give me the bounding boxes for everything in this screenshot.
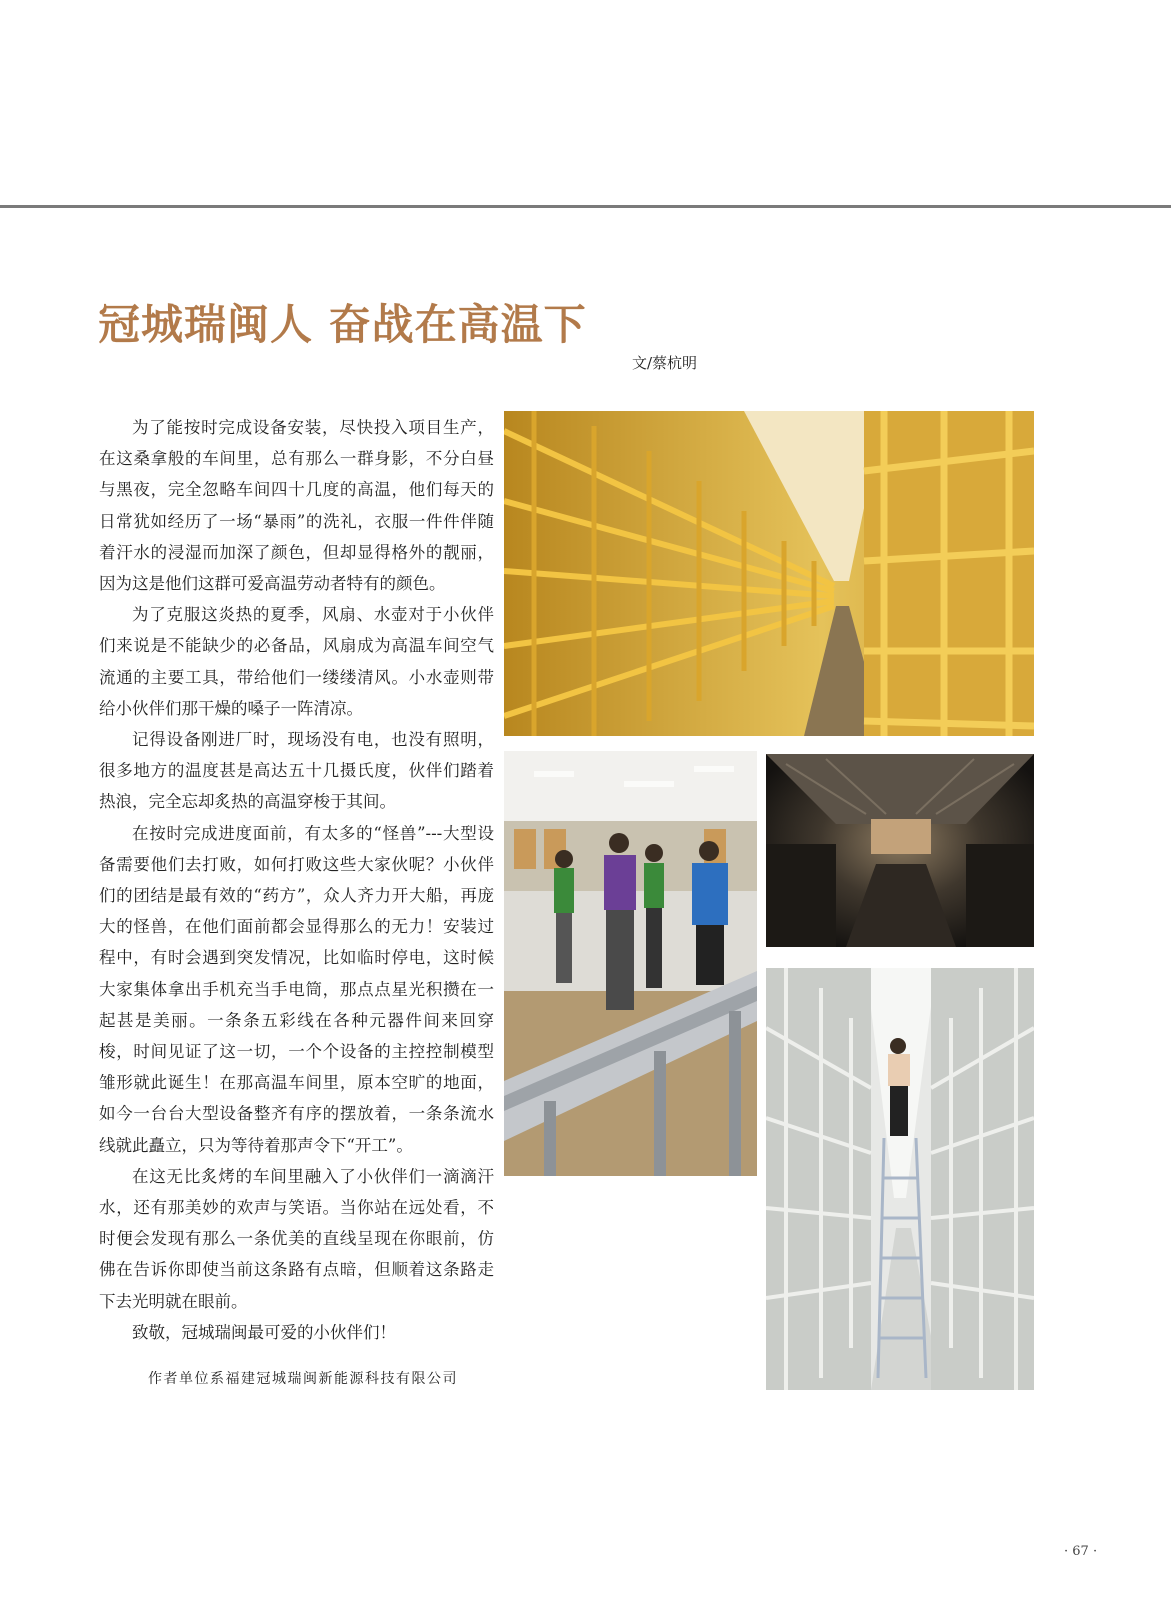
author-affiliation: 作者单位系福建冠城瑞闽新能源科技有限公司 (148, 1371, 458, 1387)
article-paragraph: 为了能按时完成设备安装，尽快投入项目生产，在这桑拿般的车间里，总有那么一群身影，不分白昼与黑夜，完全忽略车间四十几度的高温，他们每天的日常犹如经历了一场“暴雨”的洗礼，衣服一件件伴随着汗水的浸湿而加深了颜色，但却显得格外的靓丽，因为这是他们这群可爱高温劳动者特有的颜色。 (99, 418, 494, 594)
article-title: 冠城瑞闽人 奋战在高温下 (98, 300, 587, 349)
article-paragraph: 为了克服这炎热的夏季，风扇、水壶对于小伙伴们来说是不能缺少的必备品，风扇成为高温车间空气流通的主要工具，带给他们一缕缕清风。小水壶则带给小伙伴们那干燥的嗓子一阵清凉。 (99, 605, 494, 718)
yellow-rack-photo (504, 411, 1034, 736)
white-rack-ladder-photo (766, 968, 1034, 1390)
article-paragraph: 在这无比炙烤的车间里融入了小伙伴们一滴滴汗水，还有那美妙的欢声与笑语。当你站在远处看，不时便会发现有那么一条优美的直线呈现在你眼前，仿佛在告诉你即使当前这条路有点暗，但顺着这条路走下去光明就在眼前。 (99, 1166, 494, 1311)
header-rule (0, 205, 1171, 208)
article-body (99, 412, 494, 1348)
article-paragraph: 记得设备刚进厂时，现场没有电，也没有照明，很多地方的温度甚是高达五十几摄氏度，伙伴们踏着热浪，完全忘却炙热的高温穿梭于其间。 (99, 730, 494, 812)
article-paragraph: 在按时完成进度面前，有太多的“怪兽”---大型设备需要他们去打败，如何打败这些大家伙呢？小伙伴们的团结是最有效的“药方”，众人齐力开大船，再庞大的怪兽，在他们面前都会显得那么的无力！安装过程中，有时会遇到突发情况，比如临时停电，这时候大家集体拿出手机充当手电筒，那点点星光积攒在一起甚是美丽。一条条五彩线在各种元器件间来回穿梭，时间见证了这一切，一个个设备的主控控制模型雏形就此诞生！在那高温车间里，原本空旷的地面，如今一台台大型设备整齐有序的摆放着，一条条流水线就此矗立，只为等待着那声令下“开工”。 (99, 823, 494, 1155)
workers-conveyor-photo (504, 751, 757, 1176)
page-number: · 67 · (1064, 1544, 1098, 1559)
dark-workshop-photo (766, 754, 1034, 947)
article-paragraph: 致敬，冠城瑞闽最可爱的小伙伴们！ (132, 1322, 396, 1342)
article-byline: 文/蔡杭明 (632, 354, 698, 372)
